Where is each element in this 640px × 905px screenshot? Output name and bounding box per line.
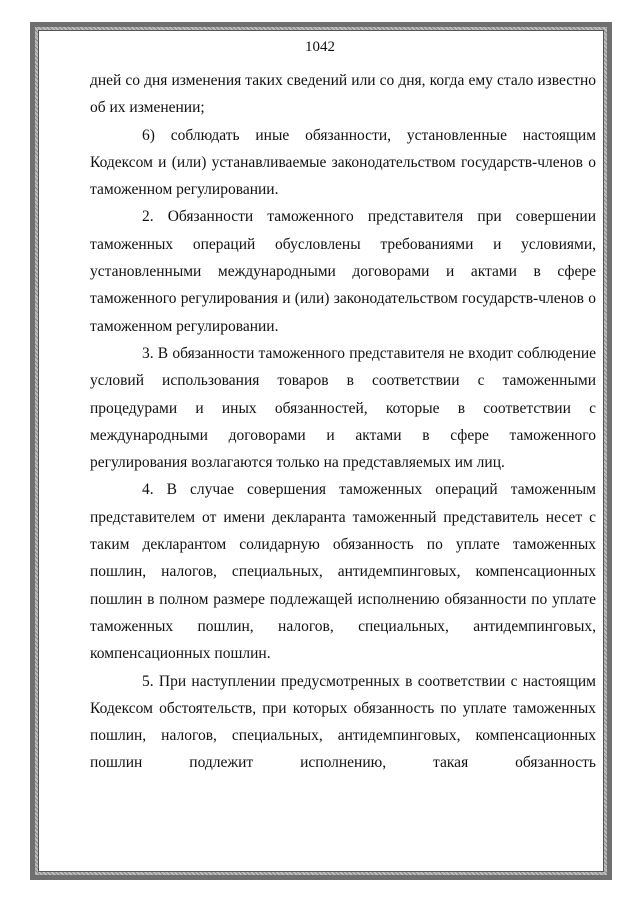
paragraph-2: 2. Обязанности таможенного представителя при совершении таможенных операций обусловлены требованиями и условиями, установленными международными договорами и актами в сфере таможенного регулирования и (или) законодательством государств-членов о таможенном регулировании. (90, 208, 596, 335)
paragraph-5: 5. При наступлении предусмотренных в соответствии с настоящим Кодексом обстоятельств, при которых обязанность по уплате таможенных пошлин, налогов, специальных, антидемпинговых, компенсационных пошлин подлежит исполнению, такая обязанность (90, 672, 596, 772)
body-text (90, 67, 596, 777)
paragraph-item-6: 6) соблюдать иные обязанности, установленные настоящим Кодексом и (или) устанавливаемые законодательством государств-членов о таможенном регулировании. (90, 126, 596, 199)
paragraph-3: 3. В обязанности таможенного представителя не входит соблюдение условий использования товаров в соответствии с таможенными процедурами и иных обязанностей, которые в соответствии с международными договорами и актами в сфере таможенного регулирования возлагаются только на представляемых им лиц. (90, 344, 596, 472)
page-number: 1042 (305, 39, 335, 55)
paragraph-4: 4. В случае совершения таможенных операций таможенным представителем от имени декларанта таможенный представитель несет с таким декларантом солидарную обязанность по уплате таможенных пошлин, налогов, специальных, антидемпинговых, компенсационных пошлин в полном размере подлежащей исполнению обязанности по уплате таможенных пошлин, налогов, специальных, антидемпинговых, компенсационных пошлин. (90, 481, 596, 663)
paragraph-continuation: дней со дня изменения таких сведений или со дня, когда ему стало известно об их изменении; (90, 72, 596, 117)
